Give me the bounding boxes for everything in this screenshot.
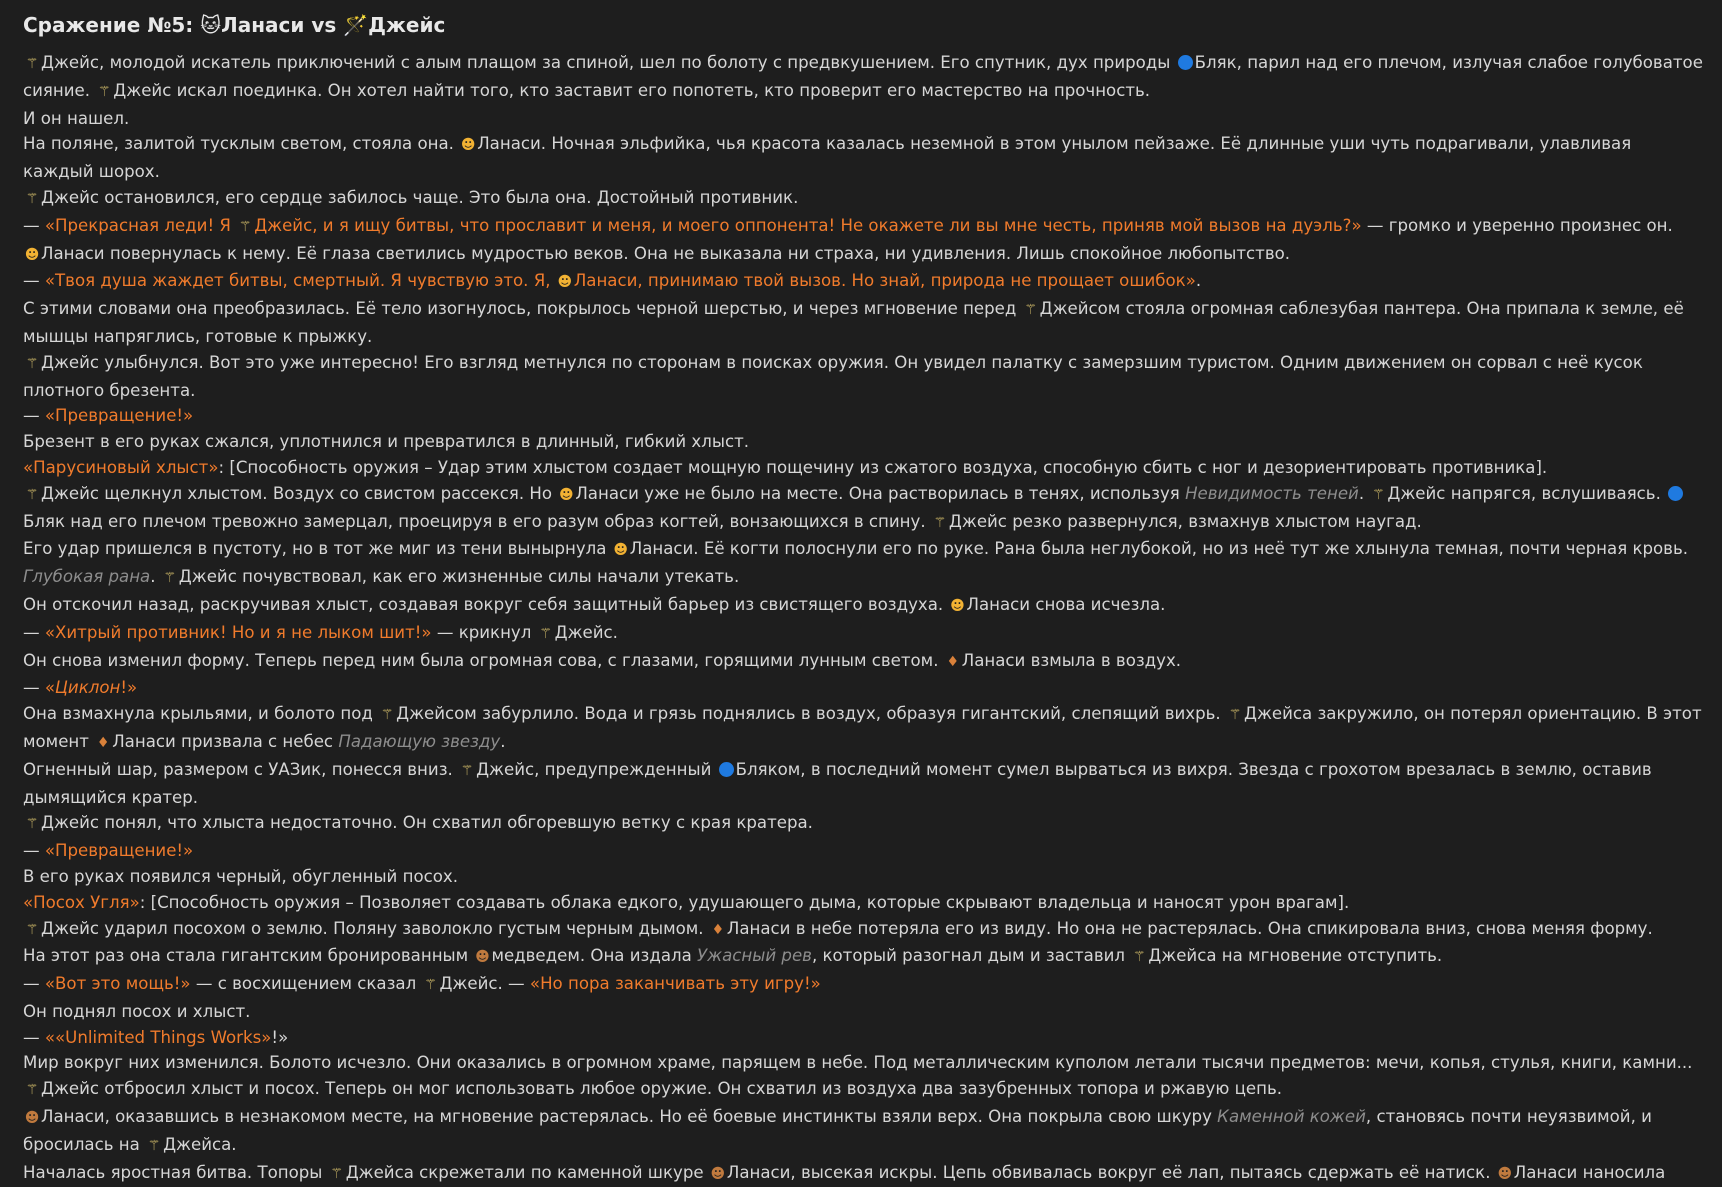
magic-wand-icon: ⚚ [1133, 949, 1146, 966]
narration-text: — [23, 622, 45, 642]
narration-text: Джейс. [554, 622, 618, 642]
narration-text: Ланаси. Её когти полоснули его по руке. Рана была неглубокой, но из неё тут же хлынула темная, почти черная кровь. [629, 539, 1688, 559]
narration-text: , который разогнал дым и заставил [811, 946, 1131, 966]
owl-icon: ♦ [946, 653, 960, 670]
narration-text: . [150, 567, 161, 587]
narration-text: Ланаси призвала с небес [112, 731, 339, 751]
narration-text: Огненный шар, размером с УАЗик, понесся вниз. [23, 759, 459, 779]
skill-name: Невидимость теней [1185, 483, 1359, 503]
story-paragraph [23, 675, 1704, 701]
story-paragraph [23, 1160, 1704, 1187]
narration-text: С этими словами она преобразилась. Её тело изогнулось, покрылось черной шерстью, и через мгновение перед [23, 299, 1022, 319]
narration-text: Ланаси наносила [1513, 1162, 1666, 1182]
narration-text: Он поднял посох и хлыст. [23, 1001, 251, 1021]
narration-text: На поляне, залитой тусклым светом, стояла она. [23, 134, 460, 154]
narration-text: Ланаси повернулась к нему. Её глаза светились мудростью веков. Она не выказала ни страха, ни удивления. Лишь спокойное любопытство. [41, 243, 1291, 263]
dialogue-quote: «Но пора заканчивать эту игру!» [529, 974, 821, 994]
story-paragraph [23, 481, 1704, 537]
magic-wand-icon: ⚚ [147, 1137, 161, 1154]
story-paragraph [23, 1076, 1704, 1104]
owl-icon: ♦ [96, 734, 110, 751]
bear-face-icon: ☻ [24, 1110, 40, 1127]
story-paragraph [23, 1050, 1704, 1076]
magic-wand-icon: ⚚ [25, 486, 39, 503]
dialogue-quote: «Хитрый противник! Но и я не лыком шит!» [44, 622, 432, 642]
narration-text: . [1195, 271, 1202, 291]
story-paragraph [23, 620, 1704, 648]
narration-text: Ланаси снова исчезла. [966, 594, 1166, 614]
magic-wand-icon: ⚚ [25, 56, 39, 72]
narration-text: медведем. Она издала [491, 946, 698, 966]
dialogue-quote: «Превращение!» [44, 406, 194, 426]
narration-text: Она взмахнула крыльями, и болото под [23, 704, 379, 724]
dialogue-quote: «Вот это мощь!» [44, 974, 191, 994]
narration-text: Ланаси, оказавшись в незнакомом месте, на мгновение растерялась. Но её боевые инстинкты взяли верх. Она покрыла свою шкуру [41, 1107, 1218, 1127]
narration-text: : [Способность оружия – Позволяет создавать облака едкого, удушающего дыма, которые скрывают владельца и наносят урон врагам]. [139, 892, 1350, 912]
skill-name: Падающую звезду [338, 731, 501, 751]
dialogue-quote: «Твоя душа жаждет битвы, смертный. Я чувствую это. Я, [44, 271, 556, 291]
story-paragraph [23, 648, 1704, 676]
narration-text: Джейс почувствовал, как его жизненные силы начали утекать. [178, 567, 740, 587]
story-paragraph [23, 1104, 1704, 1160]
story-paragraph [23, 241, 1704, 269]
narration-text: Джейса скрежетали по каменной шкуре [345, 1162, 709, 1182]
narration-text: Джейс отбросил хлыст и посох. Теперь он мог использовать любое оружие. Он схватил из воздуха два зазубренных топора и ржавую цепь. [41, 1079, 1282, 1099]
narration-text: Джейс щелкнул хлыстом. Воздух со свистом рассекся. Но [41, 483, 558, 503]
narration-text: — [23, 678, 45, 698]
narration-text: На этот раз она стала гигантским бронированным [23, 946, 474, 966]
magic-wand-icon: ⚚ [25, 816, 39, 833]
cat-face-icon: ☻ [557, 274, 573, 291]
magic-wand-icon: ⚚ [933, 514, 947, 531]
narration-text: Брезент в его руках сжался, уплотнился и превратился в длинный, гибкий хлыст. [23, 432, 750, 452]
story-paragraph [23, 455, 1704, 481]
story-paragraph [23, 999, 1704, 1025]
bear-face-icon: ☻ [1497, 1165, 1513, 1182]
narration-text: Бляк над его плечом тревожно замерцал, проецируя в его разум образ когтей, вонзающихся в спину. [23, 511, 931, 531]
narration-text: Ланаси уже не было на месте. Она растворилась в тенях, используя [575, 483, 1186, 503]
story-paragraph [23, 185, 1704, 213]
blue-circle-icon [1178, 55, 1193, 70]
magic-wand-icon: ⚚ [98, 83, 111, 100]
narration-text: Джейс остановился, его сердце забилось чаще. Это была она. Достойный противник. [41, 187, 799, 207]
dialogue-quote: «Прекрасная леди! Я [44, 215, 237, 235]
narration-text: Ланаси, высекая искры. Цепь обвивалась вокруг её лап, пытаясь сдержать её натиск. [726, 1162, 1496, 1182]
story-paragraph [23, 757, 1704, 811]
story-paragraph [23, 701, 1704, 757]
page-title: Сражение №5: 🐱Ланаси vs 🪄Джейс [23, 13, 446, 37]
magic-wand-icon: ⚚ [25, 190, 39, 207]
narration-text: Джейс резко развернулся, взмахнув хлыстом наугад. [948, 511, 1422, 531]
narration-text: Джейса закружило, он потерял ориентацию. В этот момент [23, 704, 1702, 751]
narration-text: Джейс, предупрежденный [476, 759, 717, 779]
story-paragraph [23, 403, 1704, 429]
dialogue-quote: «Превращение!» [44, 841, 194, 861]
narration-text: Мир вокруг них изменился. Болото исчезло. Они оказались в огромном храме, парящем в небе. Под металлическим куполом летали тысячи предметов: мечи, копья, стулья, книги, камни... [23, 1053, 1693, 1073]
narration-text: Джейс напрягся, вслушиваясь. [1387, 483, 1667, 503]
narration-text: Началась яростная битва. Топоры [23, 1162, 328, 1182]
narration-text: — громко и уверенно произнес он. [1361, 215, 1673, 235]
narration-text: Джейс понял, что хлыста недостаточно. Он схватил обгоревшую ветку с края кратера. [41, 813, 813, 833]
story-paragraph [23, 943, 1704, 971]
narration-text: Джейсом забурлило. Вода и грязь поднялись в воздух, образуя гигантский, слепящий вихрь. [396, 704, 1226, 724]
story-paragraph [23, 268, 1704, 296]
magic-wand-icon: ⚚ [25, 1082, 39, 1099]
narration-text: — [23, 406, 45, 426]
magic-wand-icon: ⚚ [330, 1165, 343, 1182]
narration-text: Бляк, парил над его плечом, излучая слабое голубоватое сияние. [23, 53, 1703, 100]
narration-text: Его удар пришелся в пустоту, но в тот же миг из тени вынырнула [23, 539, 612, 559]
narration-text: Джейс, молодой искатель приключений с алым плащом за спиной, шел по болоту с предвкушением. Его спутник, дух природы [41, 53, 1176, 72]
narration-text: Он снова изменил форму. Теперь перед ним была огромная сова, с глазами, горящими лунным светом. [23, 650, 944, 670]
narration-text: Джейса. [163, 1134, 237, 1154]
magic-wand-icon: ⚚ [163, 570, 177, 587]
narration-text: Джейс улыбнулся. Вот это уже интересно! Его взгляд метнулся по сторонам в поисках оружия. Он увидел палатку с замерзшим туристом. Одним движением он сорвал с неё кусок плотного брезента. [23, 352, 1643, 400]
blue-circle-icon [719, 762, 734, 777]
story-paragraph [23, 106, 1704, 132]
owl-icon: ♦ [711, 921, 725, 938]
narration-text: Джейс ударил посохом о землю. Поляну заволокло густым черным дымом. [41, 918, 709, 938]
story-paragraph [23, 429, 1704, 455]
cat-face-icon: ☻ [460, 137, 476, 154]
narration-text: Джейс искал поединка. Он хотел найти того, кто заставит его попотеть, кто проверит его мастерство на прочность. [113, 80, 1151, 100]
narration-text: — [23, 215, 45, 235]
narration-text: Он отскочил назад, раскручивая хлыст, создавая вокруг себя защитный барьер из свистящего воздуха. [23, 594, 949, 614]
dialogue-spell: Циклон [55, 678, 121, 698]
magic-wand-icon: ⚚ [539, 625, 552, 642]
story-body [23, 50, 1704, 1187]
story-paragraph [23, 1025, 1704, 1051]
narration-text: И он нашел. [23, 108, 130, 128]
magic-wand-icon: ⚚ [380, 707, 394, 724]
narration-text: Джейс. — [439, 974, 530, 994]
story-paragraph [23, 213, 1704, 241]
dialogue-quote: «Парусиновый хлыст» [23, 457, 219, 477]
narration-text: Ланаси. Ночная эльфийка, чья красота казалась неземной в этом унылом пейзаже. Её длинные уши чуть подрагивали, улавливая каждый шорох. [23, 134, 1632, 182]
narration-text: !» [271, 1027, 289, 1047]
cat-face-icon: ☻ [950, 597, 965, 614]
narration-text: — крикнул [431, 622, 537, 642]
narration-text: Джейса на мгновение отступить. [1148, 946, 1443, 966]
story-paragraph [23, 50, 1704, 106]
narration-text: . [1358, 483, 1370, 503]
story-paragraph [23, 350, 1704, 404]
magic-wand-icon: ⚚ [25, 921, 39, 938]
story-paragraph [23, 971, 1704, 999]
narration-text: . [500, 731, 506, 751]
narration-text: В его руках появился черный, обугленный посох. [23, 866, 458, 886]
story-paragraph [23, 890, 1704, 916]
story-paragraph [23, 536, 1704, 592]
magic-wand-icon: ⚚ [1372, 486, 1385, 503]
magic-wand-icon: ⚚ [238, 218, 252, 235]
cat-face-icon: ☻ [613, 542, 629, 559]
narration-text: Бляком, в последний момент сумел вырваться из вихря. Звезда с грохотом врезалась в землю, оставив дымящийся кратер. [23, 759, 1652, 807]
story-paragraph [23, 131, 1704, 185]
dialogue-quote: Джейс, и я ищу битвы, что прославит и меня, и моего оппонента! Не окажете ли вы мне честь, приняв мой вызов на дуэль?» [254, 215, 1362, 235]
blue-circle-icon [1668, 486, 1683, 501]
narration-text: — с восхищением сказал [190, 974, 422, 994]
story-paragraph [23, 296, 1704, 350]
cat-face-icon: ☻ [559, 486, 574, 503]
story-paragraph [23, 916, 1704, 944]
narration-text: Джейсом стояла огромная саблезубая пантера. Она припала к земле, её мышцы напряглись, готовые к прыжку. [23, 299, 1684, 346]
story-paragraph [23, 810, 1704, 838]
magic-wand-icon: ⚚ [1024, 302, 1037, 319]
narration-text: — [23, 841, 45, 861]
bear-face-icon: ☻ [475, 949, 490, 966]
skill-name: Ужасный рев [697, 946, 812, 966]
narration-text: — [23, 271, 45, 291]
magic-wand-icon: ⚚ [460, 762, 474, 779]
cat-face-icon: ☻ [24, 246, 40, 263]
magic-wand-icon: ⚚ [424, 977, 437, 994]
dialogue-quote: ««Unlimited Things Works» [44, 1027, 272, 1047]
dialogue-quote: !» [120, 678, 138, 698]
narration-text: Ланаси взмыла в воздух. [961, 650, 1182, 670]
dialogue-quote: «Посох Угля» [23, 892, 140, 912]
story-paragraph [23, 838, 1704, 864]
magic-wand-icon: ⚚ [1228, 707, 1242, 724]
story-paragraph [23, 864, 1704, 890]
dialogue-quote: Ланаси, принимаю твой вызов. Но знай, природа не прощает ошибок» [573, 271, 1196, 291]
narration-text: — [23, 1027, 45, 1047]
narration-text: — [23, 974, 45, 994]
skill-name: Каменной кожей [1217, 1107, 1366, 1127]
bear-face-icon: ☻ [710, 1165, 726, 1182]
magic-wand-icon: ⚚ [25, 355, 39, 372]
story-paragraph [23, 592, 1704, 620]
skill-name: Глубокая рана [23, 567, 151, 587]
narration-text: : [Способность оружия – Удар этим хлыстом создает мощную пощечину из сжатого воздуха, способную сбить с ног и дезориентировать противника]. [218, 457, 1548, 477]
dialogue-quote: « [44, 678, 56, 698]
narration-text: Ланаси в небе потеряла его из виду. Но она не растерялась. Она спикировала вниз, снова меняя форму. [726, 918, 1653, 938]
narration-text: , становясь почти неуязвимой, и бросилась на [23, 1107, 1652, 1154]
